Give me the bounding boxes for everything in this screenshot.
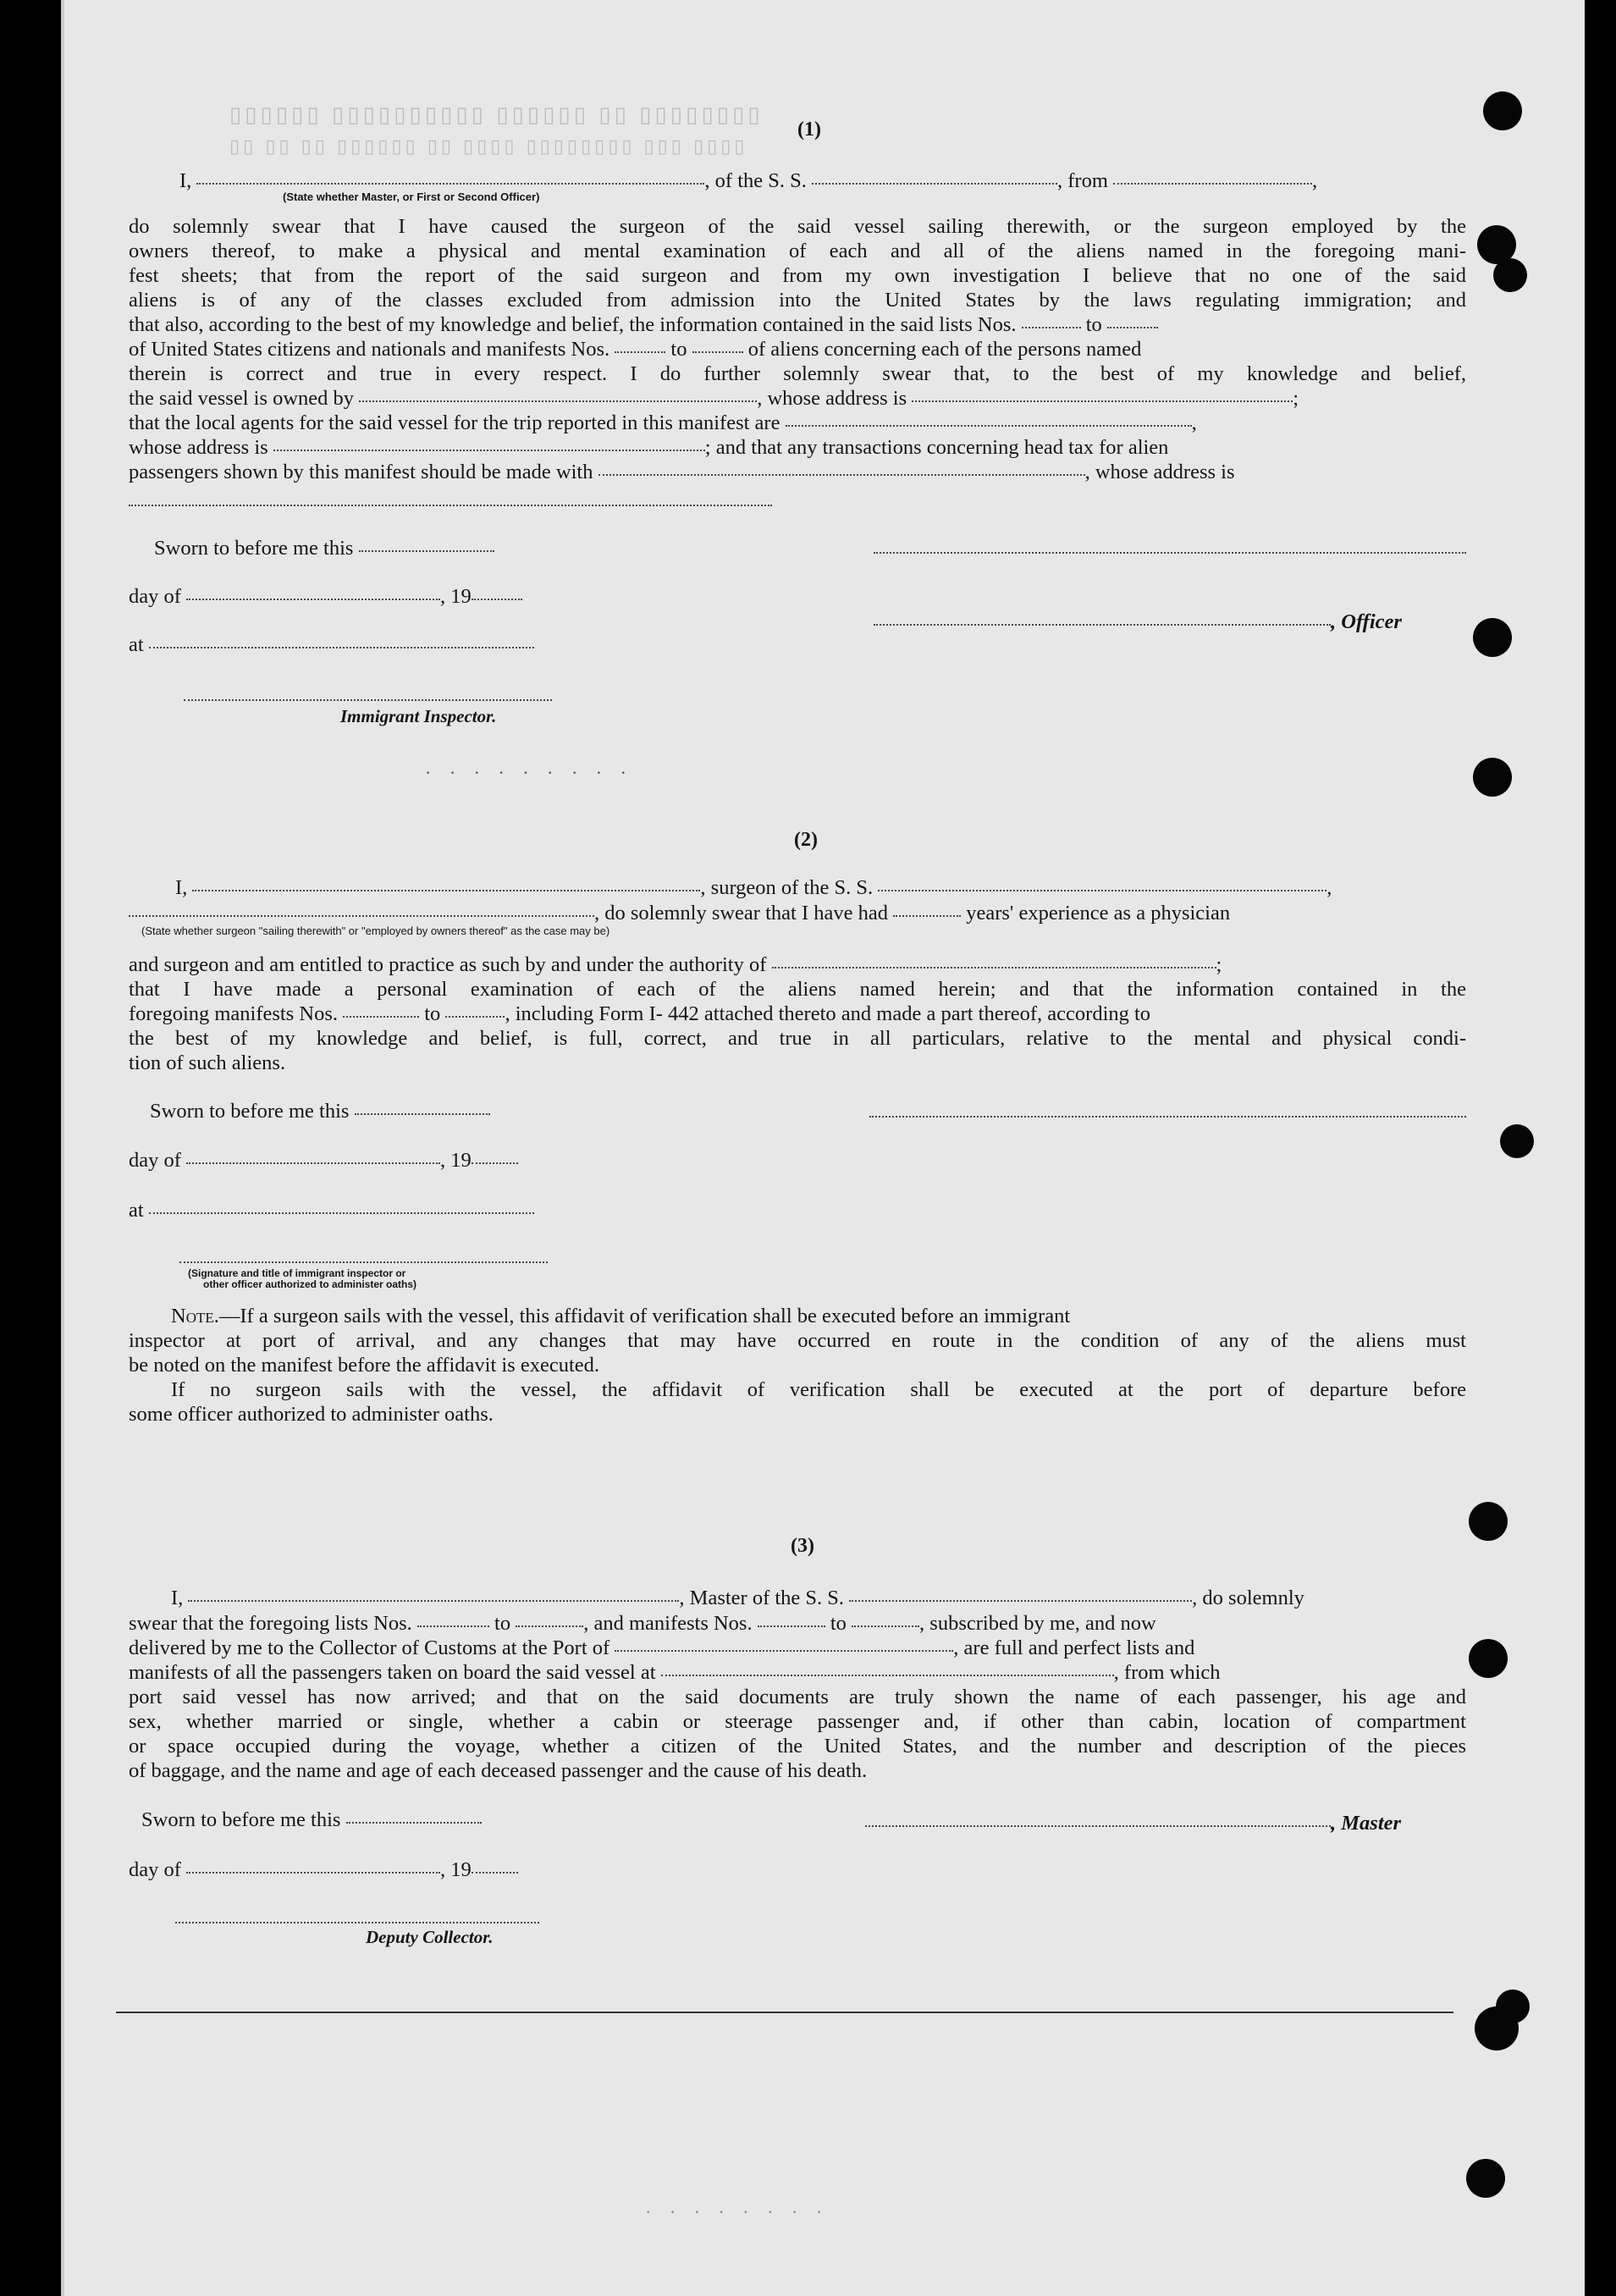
body-line: the said vessel is owned by , whose address is ;	[129, 387, 1299, 410]
day-blank[interactable]	[186, 1162, 440, 1164]
punch-hole	[1473, 618, 1512, 657]
manifests-from-blank[interactable]	[343, 1016, 419, 1018]
signature-hint	[188, 1268, 416, 1290]
body-line: of United States citizens and nationals and manifests Nos. to of aliens concerning each of the persons named	[129, 338, 1142, 361]
sworn-row: Sworn to before me this	[150, 1099, 490, 1123]
master-name-blank[interactable]	[188, 1600, 679, 1602]
at-row: at	[129, 632, 534, 657]
body-line: delivered by me to the Collector of Customs at the Port of , are full and perfect lists and	[129, 1636, 1195, 1659]
stamp-mark: · · · · · · · · ·	[425, 762, 633, 783]
officer-row: , Officer	[874, 610, 1402, 634]
body-line: foregoing manifests Nos. to , including Form I- 442 attached thereto and made a part thereof, according to	[129, 1002, 1151, 1025]
punch-hole	[1469, 1502, 1508, 1541]
oath-row: I, , Master of the S. S. , do solemnly	[171, 1587, 1304, 1609]
years-blank[interactable]	[893, 915, 961, 917]
manifests-from-blank[interactable]	[758, 1625, 825, 1627]
body-line: fest sheets; that from the report of the said surgeon and from my own investigation I believe that no one of the said	[129, 264, 1466, 287]
manifests-to-blank[interactable]	[692, 351, 743, 353]
body-line: swear that the foregoing lists Nos. to , and manifests Nos. to , subscribed by me, and now	[129, 1612, 1156, 1635]
body-line: passengers shown by this manifest should be made with , whose address is	[129, 461, 1235, 483]
at-row: at	[129, 1198, 534, 1223]
inspector-label: Immigrant Inspector.	[340, 706, 497, 726]
lists-from-blank[interactable]	[1022, 327, 1081, 328]
field-hint: (State whether Master, or First or Second Officer)	[283, 190, 540, 203]
sworn-date-blank[interactable]	[359, 550, 494, 552]
body-line: of baggage, and the name and age of each deceased passenger and the cause of his death.	[129, 1759, 868, 1782]
officer-signature-line[interactable]	[874, 552, 1466, 554]
place-blank[interactable]	[149, 647, 534, 649]
head-tax-blank[interactable]	[598, 474, 1085, 476]
master-signature-blank[interactable]	[865, 1825, 1331, 1827]
owner-address-blank[interactable]	[912, 400, 1293, 402]
owner-blank[interactable]	[359, 400, 757, 402]
bleed-through-text: ▯▯▯▯ ▯▯▯ ▯▯▯▯▯▯▯▯ ▯▯▯▯ ▯▯ ▯▯▯▯▯▯ ▯▯ ▯▯ ▯▯	[226, 135, 745, 157]
sworn-date-blank[interactable]	[346, 1822, 482, 1824]
field-hint: (State whether surgeon "sailing therewith" or "employed by owners thereof" as the case may be)	[141, 924, 610, 937]
name-blank[interactable]	[196, 183, 704, 185]
year-blank[interactable]	[472, 1162, 518, 1164]
section-number: (2)	[794, 829, 818, 851]
surgeon-signature-line[interactable]	[869, 1116, 1466, 1118]
officer-name-blank[interactable]	[874, 624, 1331, 626]
oath-row: I, , surgeon of the S. S. ,	[175, 876, 1332, 899]
body-line: manifests of all the passengers taken on board the said vessel at , from which	[129, 1661, 1221, 1684]
agents-address-blank[interactable]	[273, 450, 705, 451]
section-number: (3)	[791, 1535, 814, 1557]
day-row: day of , 19	[129, 584, 522, 609]
manifests-to-blank[interactable]	[852, 1625, 919, 1627]
body-line: that also, according to the best of my knowledge and belief, the information contained in the said lists Nos. to	[129, 312, 1158, 337]
lists-from-blank[interactable]	[417, 1625, 489, 1627]
oath-row: I, , of the S. S. , from ,	[179, 169, 1318, 192]
body-line: or space occupied during the voyage, whether a citizen of the United States, and the number and description of the pieces	[129, 1735, 1466, 1758]
body-line: do solemnly swear that I have caused the surgeon of the said vessel sailing therewith, or the surgeon employed by the	[129, 215, 1466, 238]
manifests-to-blank[interactable]	[445, 1016, 505, 1018]
body-line: port said vessel has now arrived; and that on the said documents are truly shown the name of each passenger, his age and	[129, 1686, 1466, 1708]
note-label: Note.	[171, 1305, 219, 1327]
authority-blank[interactable]	[772, 967, 1216, 969]
lists-to-blank[interactable]	[516, 1625, 583, 1627]
punch-hole	[1473, 758, 1512, 797]
note-line: some officer authorized to administer oaths.	[129, 1403, 494, 1426]
boarding-port-blank[interactable]	[661, 1675, 1114, 1676]
collector-signature-line[interactable]	[175, 1922, 539, 1923]
manifests-from-blank[interactable]	[615, 351, 665, 353]
sworn-row: Sworn to before me this	[141, 1808, 482, 1832]
deputy-collector-label: Deputy Collector.	[366, 1927, 494, 1947]
year-blank[interactable]	[472, 599, 522, 600]
punch-hole	[1500, 1124, 1534, 1158]
body-line: that I have made a personal examination of each of the aliens named herein; and that the information contained in the	[129, 978, 1466, 1001]
vessel-blank[interactable]	[812, 183, 1057, 185]
from-blank[interactable]	[1113, 183, 1312, 185]
section-number: (1)	[797, 119, 821, 141]
body-line: that the local agents for the said vessel for the trip reported in this manifest are ,	[129, 411, 1197, 434]
note-line: If no surgeon sails with the vessel, the affidavit of verification shall be executed at the port of departure before	[171, 1378, 1466, 1401]
body-line: and surgeon and am entitled to practice as such by and under the authority of ;	[129, 953, 1222, 976]
vessel-blank[interactable]	[849, 1600, 1192, 1602]
body-line: whose address is ; and that any transactions concerning head tax for alien	[129, 436, 1169, 459]
document-page	[61, 0, 1585, 2296]
master-row: , Master	[865, 1811, 1401, 1835]
surgeon-status-blank[interactable]	[129, 915, 594, 917]
body-line: aliens is of any of the classes excluded from admission into the United States by the laws regulating immigration; and	[129, 289, 1466, 312]
bottom-rule	[116, 2012, 1453, 2013]
day-row: day of , 19	[129, 1148, 518, 1173]
bleed-through-text: ▯▯▯▯▯▯▯▯ ▯▯ ▯▯▯▯▯▯ ▯▯▯▯▯▯▯▯▯▯ ▯▯▯▯▯▯	[226, 102, 760, 127]
vessel-blank[interactable]	[878, 890, 1326, 891]
body-line: sex, whether married or single, whether a cabin or steerage passenger and, if other than cabin, location of compartment	[129, 1710, 1466, 1733]
punch-hole	[1483, 91, 1522, 130]
note-line: Note.—If a surgeon sails with the vessel, this affidavit of verification shall be executed before an immigrant	[171, 1305, 1071, 1327]
note-line: be noted on the manifest before the affidavit is executed.	[129, 1354, 600, 1377]
page-edge	[61, 0, 64, 2296]
day-blank[interactable]	[186, 1872, 440, 1874]
punch-hole	[1466, 2159, 1505, 2198]
address-continuation-blank[interactable]	[129, 505, 772, 506]
body-line: the best of my knowledge and belief, is full, correct, and true in all particulars, relative to the mental and physical condi-	[129, 1027, 1466, 1050]
note-line: inspector at port of arrival, and any changes that may have occurred en route in the condition of any of the aliens must	[129, 1329, 1466, 1352]
sworn-row: Sworn to before me this	[154, 536, 494, 560]
inspector-signature-line[interactable]	[179, 1261, 548, 1263]
day-blank[interactable]	[186, 599, 440, 600]
signature-hint-line: (Signature and title of immigrant inspector or	[188, 1267, 406, 1279]
agents-blank[interactable]	[786, 425, 1192, 427]
signature-hint-line: other officer authorized to administer oaths)	[203, 1278, 417, 1290]
surgeon-name-blank[interactable]	[192, 890, 700, 891]
punch-hole	[1496, 1990, 1530, 2023]
oath-row: , do solemnly swear that I have had years' experience as a physician	[129, 901, 1230, 925]
punch-hole	[1493, 258, 1527, 292]
stamp-mark: · · · · · · · ·	[645, 2201, 830, 2222]
punch-hole	[1469, 1639, 1508, 1678]
inspector-signature-line[interactable]	[184, 699, 552, 701]
sworn-date-blank[interactable]	[355, 1113, 490, 1115]
place-blank[interactable]	[149, 1212, 534, 1214]
body-line: tion of such aliens.	[129, 1051, 286, 1074]
year-blank[interactable]	[472, 1872, 518, 1874]
day-row: day of , 19	[129, 1857, 518, 1882]
port-blank[interactable]	[615, 1650, 953, 1652]
lists-to-blank[interactable]	[1107, 327, 1158, 328]
body-line: therein is correct and true in every respect. I do further solemnly swear that, to the best of my knowledge and belief,	[129, 362, 1466, 385]
body-line: owners thereof, to make a physical and mental examination of each and all of the aliens named in the foregoing mani-	[129, 240, 1466, 262]
